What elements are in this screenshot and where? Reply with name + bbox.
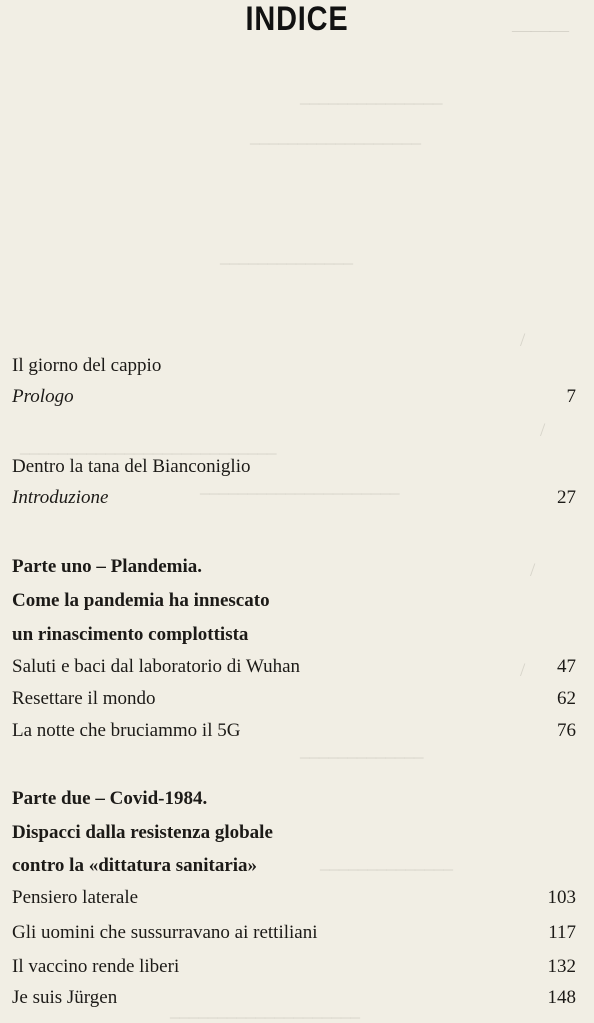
entry-page-number: 76	[557, 720, 576, 741]
entry-title: La notte che bruciammo il 5G	[12, 720, 241, 741]
toc-entry[interactable]	[12, 956, 576, 984]
entry-title: Resettare il mondo	[12, 688, 156, 709]
part-heading: contro la «dittatura sanitaria»	[12, 855, 258, 876]
toc-entry[interactable]	[12, 922, 576, 950]
toc-entry[interactable]	[12, 720, 576, 748]
entry-page-number: 148	[547, 987, 576, 1008]
entry-title: Gli uomini che sussurravano ai rettiliani	[12, 922, 318, 943]
entry-page-number: 103	[547, 887, 576, 908]
entry-title: Il giorno del cappio	[12, 355, 162, 376]
part-heading: Parte due – Covid-1984.	[12, 788, 208, 809]
entry-page-number: 132	[547, 956, 576, 977]
entry-title: Saluti e baci dal laboratorio di Wuhan	[12, 656, 301, 677]
toc-entry[interactable]	[12, 688, 576, 716]
part-heading: Come la pandemia ha innescato	[12, 590, 270, 611]
toc-entry[interactable]	[12, 656, 576, 684]
entry-title: Pensiero laterale	[12, 887, 139, 908]
entry-subtitle: Introduzione	[12, 487, 109, 508]
part-heading: Dispacci dalla resistenza globale	[12, 822, 273, 843]
entry-page-number: 47	[557, 656, 576, 677]
entry-page-number: 27	[557, 487, 576, 508]
toc-entry[interactable]	[12, 456, 576, 484]
toc-entry[interactable]	[12, 887, 576, 915]
part-heading: un rinascimento complottista	[12, 624, 249, 645]
entry-title: Il vaccino rende liberi	[12, 956, 180, 977]
entry-subtitle: Prologo	[12, 386, 74, 407]
toc-entry-subtitle[interactable]	[12, 487, 576, 515]
page-show-through: ——— _______________ __________________ ______________ / / ___________________________ _____________________ / / _____________ ______________ ____________________	[20, 20, 569, 1021]
index-title: INDICE	[245, 0, 349, 38]
toc-entry[interactable]	[12, 355, 576, 383]
part-heading: Parte uno – Plandemia.	[12, 556, 202, 577]
entry-page-number: 7	[566, 386, 576, 407]
entry-page-number: 117	[548, 922, 576, 943]
toc-entry-subtitle[interactable]	[12, 386, 576, 414]
entry-page-number: 62	[557, 688, 576, 709]
entry-title: Dentro la tana del Bianconiglio	[12, 456, 251, 477]
toc-entry[interactable]	[12, 987, 576, 1015]
entry-title: Je suis Jürgen	[12, 987, 118, 1008]
